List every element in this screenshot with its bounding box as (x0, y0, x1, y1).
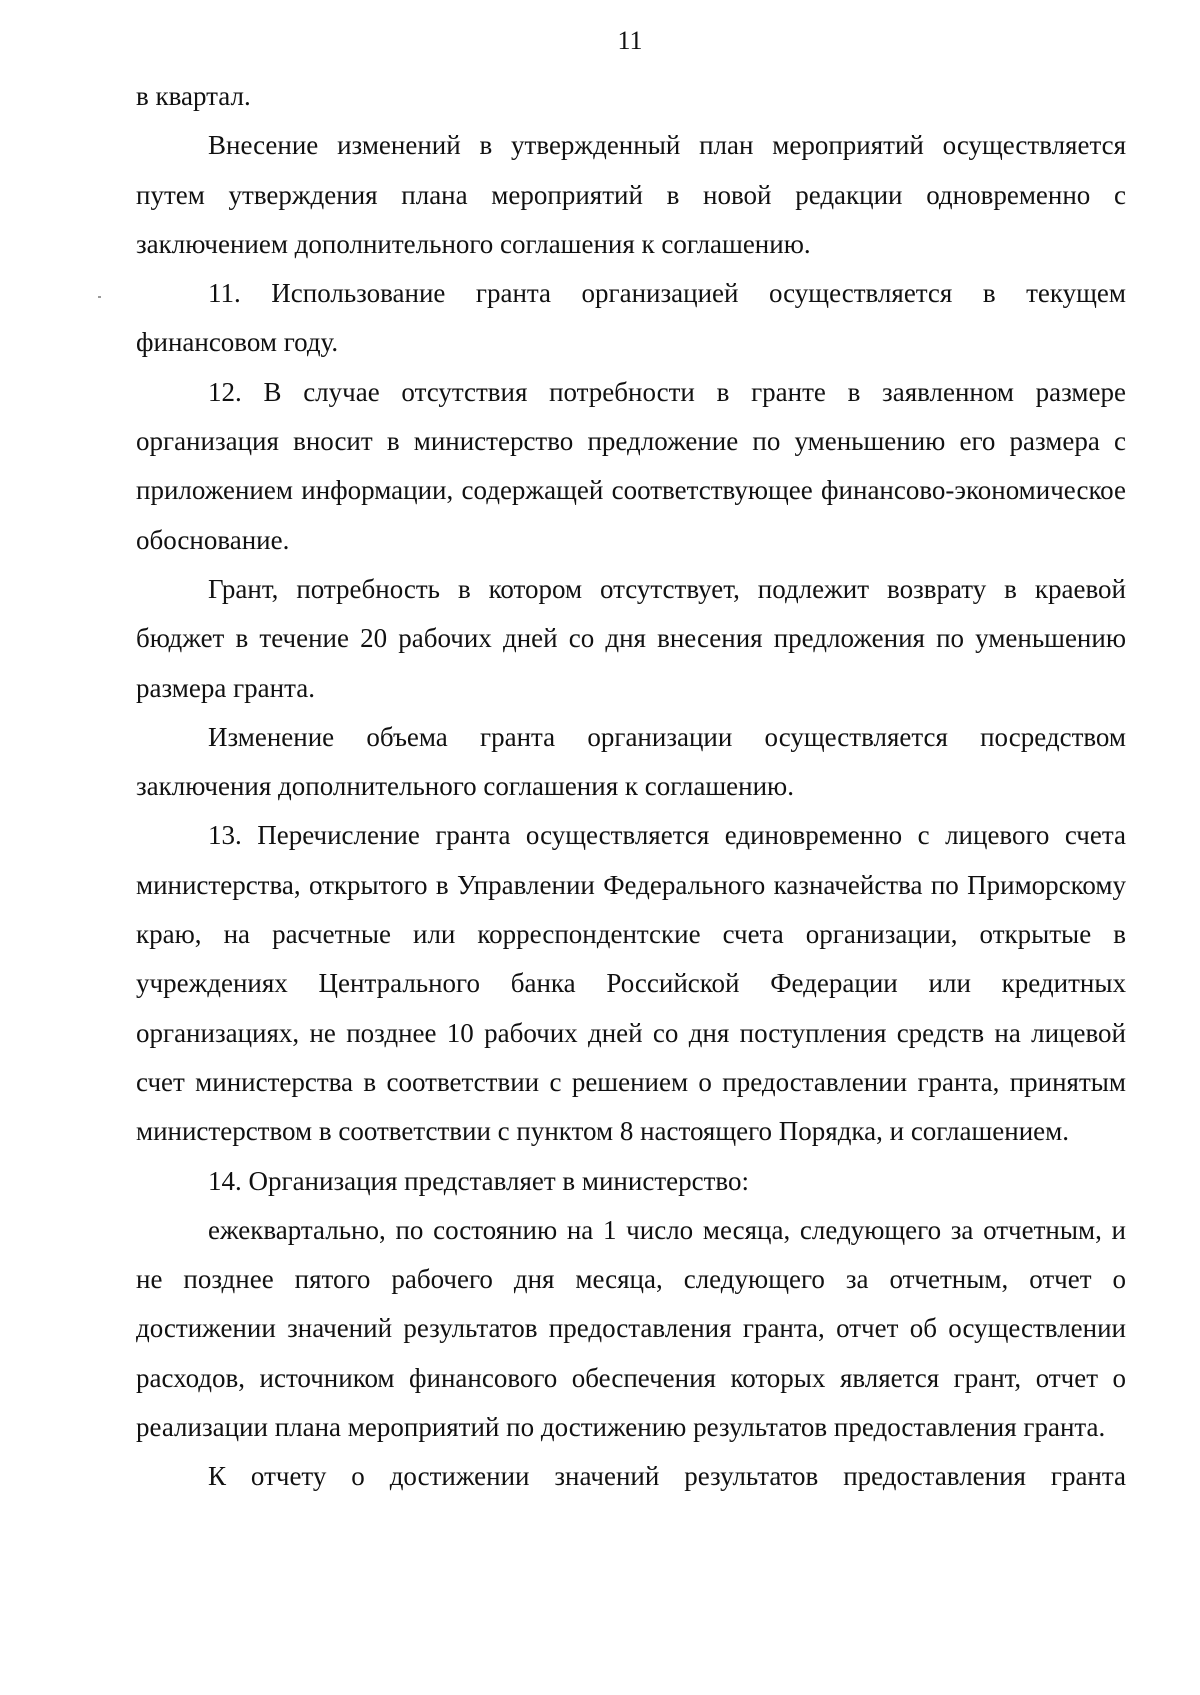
paragraph-grant-volume-change: Изменение объема гранта организации осуществляется посредством заключения дополнительного соглашения к соглашению. (136, 721, 1126, 802)
paragraph-report-attachment: К отчету о достижении значений результатов предоставления гранта (208, 1461, 1126, 1492)
paragraph-item-12: 12. В случае отсутствия потребности в гранте в заявленном размере организация вносит в министерство предложение по уменьшению его размера с приложением информации, содержащей соответствующее финансово-экономическое обоснование. (136, 376, 1126, 555)
paragraph-quarterly-reports: ежеквартально, по состоянию на 1 число месяца, следующего за отчетным, и не позднее пятого рабочего дня месяца, следующего за отчетным, отчет о достижении значений результатов предоставления гранта, отчет об осуществлении расходов, источником финансового обеспечения которых является грант, отчет о реализации плана мероприятий по достижению результатов предоставления гранта. (136, 1214, 1126, 1443)
scan-margin-mark (98, 296, 101, 298)
paragraph-continuation: в квартал. (136, 81, 251, 111)
paragraph-item-11: 11. Использование гранта организацией осуществляется в текущем финансовом году. (136, 278, 1126, 358)
paragraph-grant-return: Грант, потребность в котором отсутствует, подлежит возврату в краевой бюджет в течение 20 рабочих дней со дня внесения предложения по уменьшению размера гранта. (136, 573, 1126, 703)
document-body (136, 72, 1126, 1502)
page-number: 11 (617, 26, 643, 55)
paragraph-item-14: 14. Организация представляет в министерство: (208, 1165, 749, 1196)
paragraph-item-13: 13. Перечисление гранта осуществляется единовременно с лицевого счета министерства, открытого в Управлении Федерального казначейства по Приморскому краю, на расчетные или корреспондентские счета организации, открытые в учреждениях Центрального банка Российской Федерации или кредитных организациях, не позднее 10 рабочих дней со дня поступления средств на лицевой счет министерства в соответствии с решением о предоставлении гранта, принятым министерством в соответствии с пунктом 8 настоящего Порядка, и соглашением. (136, 820, 1126, 1147)
paragraph-plan-changes: Внесение изменений в утвержденный план мероприятий осуществляется путем утверждения плана мероприятий в новой редакции одновременно с заключением дополнительного соглашения к соглашению. (136, 130, 1126, 259)
